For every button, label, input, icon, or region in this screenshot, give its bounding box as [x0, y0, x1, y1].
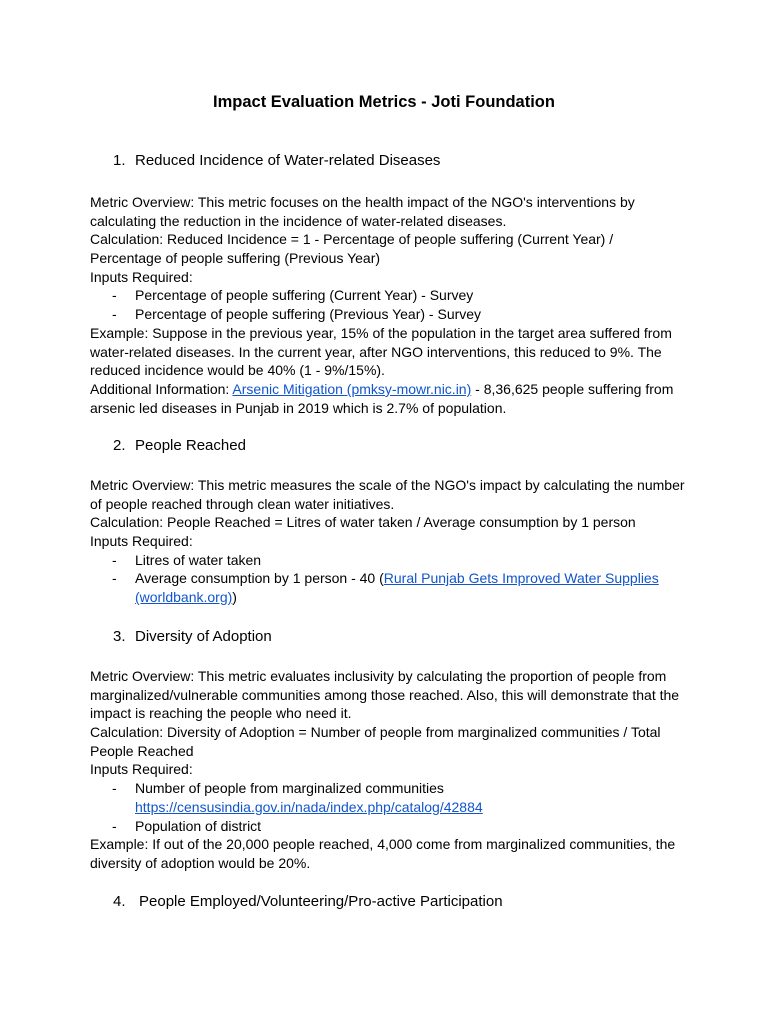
section-4-title: People Employed/Volunteering/Pro-active Participation — [139, 893, 503, 910]
section-1-input-text: Percentage of people suffering (Current Year) - Survey — [135, 287, 474, 304]
bullet-dash: - — [112, 570, 117, 587]
section-3-body — [90, 667, 690, 873]
section-3-input-item — [90, 779, 690, 798]
worldbank-link-line-1[interactable]: Rural Punjab Gets Improved Water Supplies — [383, 570, 659, 587]
section-2-input-item — [90, 569, 690, 588]
section-2-heading — [113, 436, 246, 456]
section-2-input-text: Litres of water taken — [135, 551, 262, 568]
section-3-inputs-label: Inputs Required: — [90, 761, 193, 778]
section-2-input-text: Average consumption by 1 person - 40 ( — [135, 570, 384, 587]
section-3-calculation-line-1: Calculation: Diversity of Adoption = Number of people from marginalized communities / Total — [90, 724, 661, 741]
section-3-input-item — [90, 817, 690, 836]
section-2-body — [90, 476, 690, 607]
section-1-calculation-line-2: Percentage of people suffering (Previous Year) — [90, 250, 381, 267]
census-catalog-link[interactable]: https://censusindia.gov.in/nada/index.php/catalog/42884 — [135, 798, 483, 815]
section-3-example-line-2: diversity of adoption would be 20%. — [90, 854, 311, 871]
section-3-overview-line-1: Metric Overview: This metric evaluates inclusivity by calculating the proportion of people from — [90, 668, 667, 684]
section-2-link-continuation — [90, 588, 690, 607]
close-paren: ) — [232, 589, 237, 606]
additional-info-suffix: - 8,36,625 people suffering from — [471, 380, 674, 397]
section-3-example-line-1: Example: If out of the 20,000 people reached, 4,000 come from marginalized communities, the — [90, 836, 676, 853]
section-3-census-line — [90, 798, 690, 817]
section-1-example-line-2: water-related diseases. In the current year, after NGO interventions, this reduced to 9%. The — [90, 343, 662, 360]
section-1-number: 1. — [113, 152, 126, 169]
section-3-heading — [113, 627, 272, 647]
bullet-dash: - — [112, 551, 117, 568]
section-1-input-item — [90, 305, 690, 324]
section-3-calculation-line-2: People Reached — [90, 742, 194, 759]
section-2-input-item — [90, 551, 690, 570]
section-1-example-line-3: reduced incidence would be 40% (1 - 9%/15%). — [90, 362, 385, 379]
section-3-overview-line-3: impact is reaching the people who need it. — [90, 705, 352, 722]
section-2-overview-line-2: of people reached through clean water initiatives. — [90, 495, 395, 512]
section-2-overview-line-1: Metric Overview: This metric measures the scale of the NGO's impact by calculating the number — [90, 477, 685, 493]
section-2-inputs-label: Inputs Required: — [90, 533, 193, 550]
section-1-additional-line-1 — [90, 380, 690, 399]
section-2-title: People Reached — [135, 437, 246, 454]
section-3-overview-line-2: marginalized/vulnerable communities among those reached. Also, this will demonstrate that the — [90, 686, 680, 703]
bullet-dash: - — [112, 306, 117, 323]
section-1-input-text: Percentage of people suffering (Previous Year) - Survey — [135, 306, 482, 323]
section-4-heading — [113, 892, 503, 912]
section-1-title: Reduced Incidence of Water-related Diseases — [135, 152, 441, 169]
worldbank-link-line-2[interactable]: (worldbank.org) — [135, 589, 233, 606]
section-1-example-line-1: Example: Suppose in the previous year, 15% of the population in the target area suffered from — [90, 324, 672, 341]
bullet-dash: - — [112, 780, 117, 797]
section-1-calculation-line-1: Calculation: Reduced Incidence = 1 - Percentage of people suffering (Current Year) / — [90, 231, 614, 248]
section-3-number: 3. — [113, 628, 126, 645]
bullet-dash: - — [112, 817, 117, 834]
bullet-dash: - — [112, 287, 117, 304]
section-1-input-item — [90, 286, 690, 305]
section-3-title: Diversity of Adoption — [135, 628, 272, 645]
section-3-input-text: Number of people from marginalized communities — [135, 780, 444, 797]
document-title: Impact Evaluation Metrics - Joti Foundation — [213, 93, 555, 111]
section-1-body — [90, 193, 690, 417]
section-1-overview-line-1: Metric Overview: This metric focuses on the health impact of the NGO's interventions by — [90, 194, 635, 210]
section-1-heading — [113, 151, 440, 171]
section-1-additional-line-2: arsenic led diseases in Punjab in 2019 which is 2.7% of population. — [90, 399, 507, 416]
section-3-input-text: Population of district — [135, 817, 262, 834]
section-1-inputs-label: Inputs Required: — [90, 268, 193, 285]
section-2-number: 2. — [113, 437, 126, 454]
section-1-overview-line-2: calculating the reduction in the incidence of water-related diseases. — [90, 212, 507, 229]
arsenic-mitigation-link[interactable]: Arsenic Mitigation (pmksy-mowr.nic.in) — [232, 380, 472, 397]
section-2-calculation-line-1: Calculation: People Reached = Litres of water taken / Average consumption by 1 person — [90, 514, 636, 531]
section-4-number: 4. — [113, 893, 126, 910]
additional-info-prefix: Additional Information: — [90, 380, 233, 397]
